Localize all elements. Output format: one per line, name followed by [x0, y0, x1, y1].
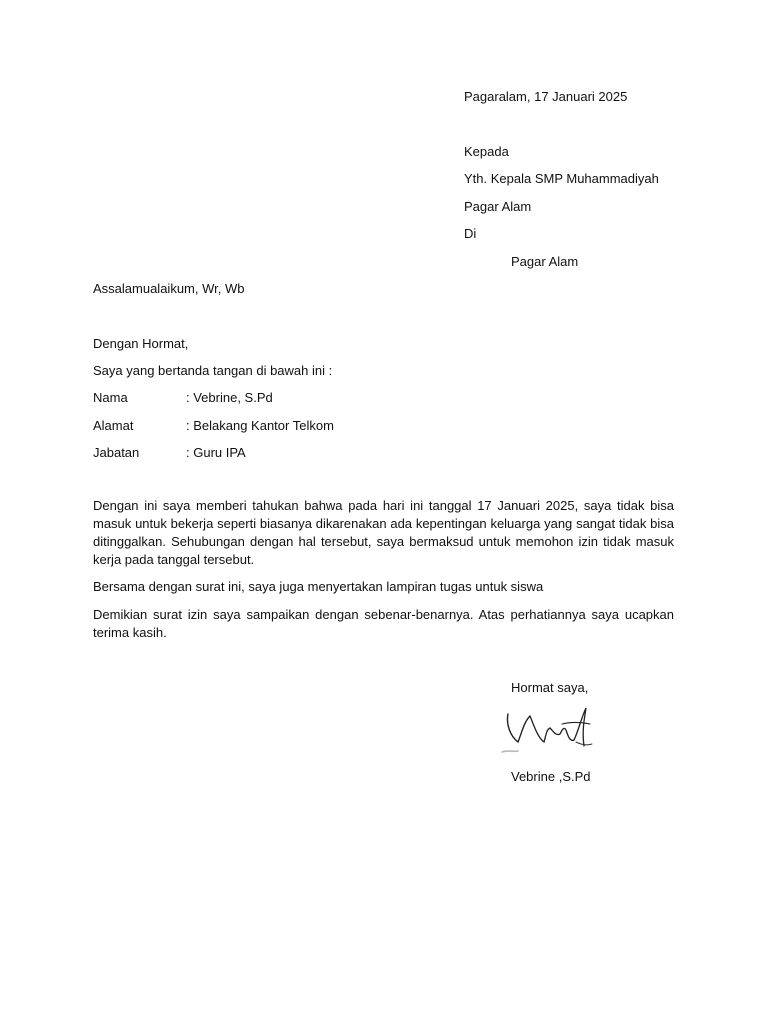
- field-alamat: [93, 417, 493, 434]
- recipient-kepada: Kepada: [464, 144, 509, 159]
- body-paragraph: Dengan ini saya memberi tahukan bahwa pada hari ini tanggal 17 Januari 2025, saya tidak bisa masuk untuk bekerja seperti biasanya dikarenakan ada kepentingan keluarga yang sangat tidak bisa ditinggalkan. Sehubungan dengan hal tersebut, saya bermaksud untuk memohon izin tidak masuk kerja pada tanggal tersebut.: [93, 498, 674, 567]
- signature-image: [500, 702, 595, 760]
- closing: Hormat saya,: [511, 680, 589, 695]
- field-label: Nama: [93, 390, 128, 405]
- body-paragraph: Demikian surat izin saya sampaikan dengan sebenar-benarnya. Atas perhatiannya saya ucapkan terima kasih.: [93, 607, 674, 640]
- field-label: Alamat: [93, 418, 134, 433]
- intro-line: Saya yang bertanda tangan di bawah ini :: [93, 363, 333, 378]
- opening: Dengan Hormat,: [93, 336, 189, 351]
- recipient-di: Di: [464, 226, 477, 241]
- recipient-city: Pagar Alam: [464, 199, 532, 214]
- field-value: : Vebrine, S.Pd: [186, 390, 273, 405]
- field-nama: [93, 389, 493, 406]
- field-value: : Guru IPA: [186, 445, 246, 460]
- greeting: Assalamualaikum, Wr, Wb: [93, 281, 245, 296]
- signer-name: Vebrine ,S.Pd: [511, 769, 591, 784]
- field-jabatan: [93, 444, 493, 461]
- recipient-name: Yth. Kepala SMP Muhammadiyah: [464, 171, 659, 186]
- field-value: : Belakang Kantor Telkom: [186, 418, 334, 433]
- place-date: Pagaralam, 17 Januari 2025: [464, 89, 628, 104]
- recipient-location: Pagar Alam: [511, 254, 579, 269]
- body-paragraph: Bersama dengan surat ini, saya juga menyertakan lampiran tugas untuk siswa: [93, 579, 544, 594]
- field-label: Jabatan: [93, 445, 140, 460]
